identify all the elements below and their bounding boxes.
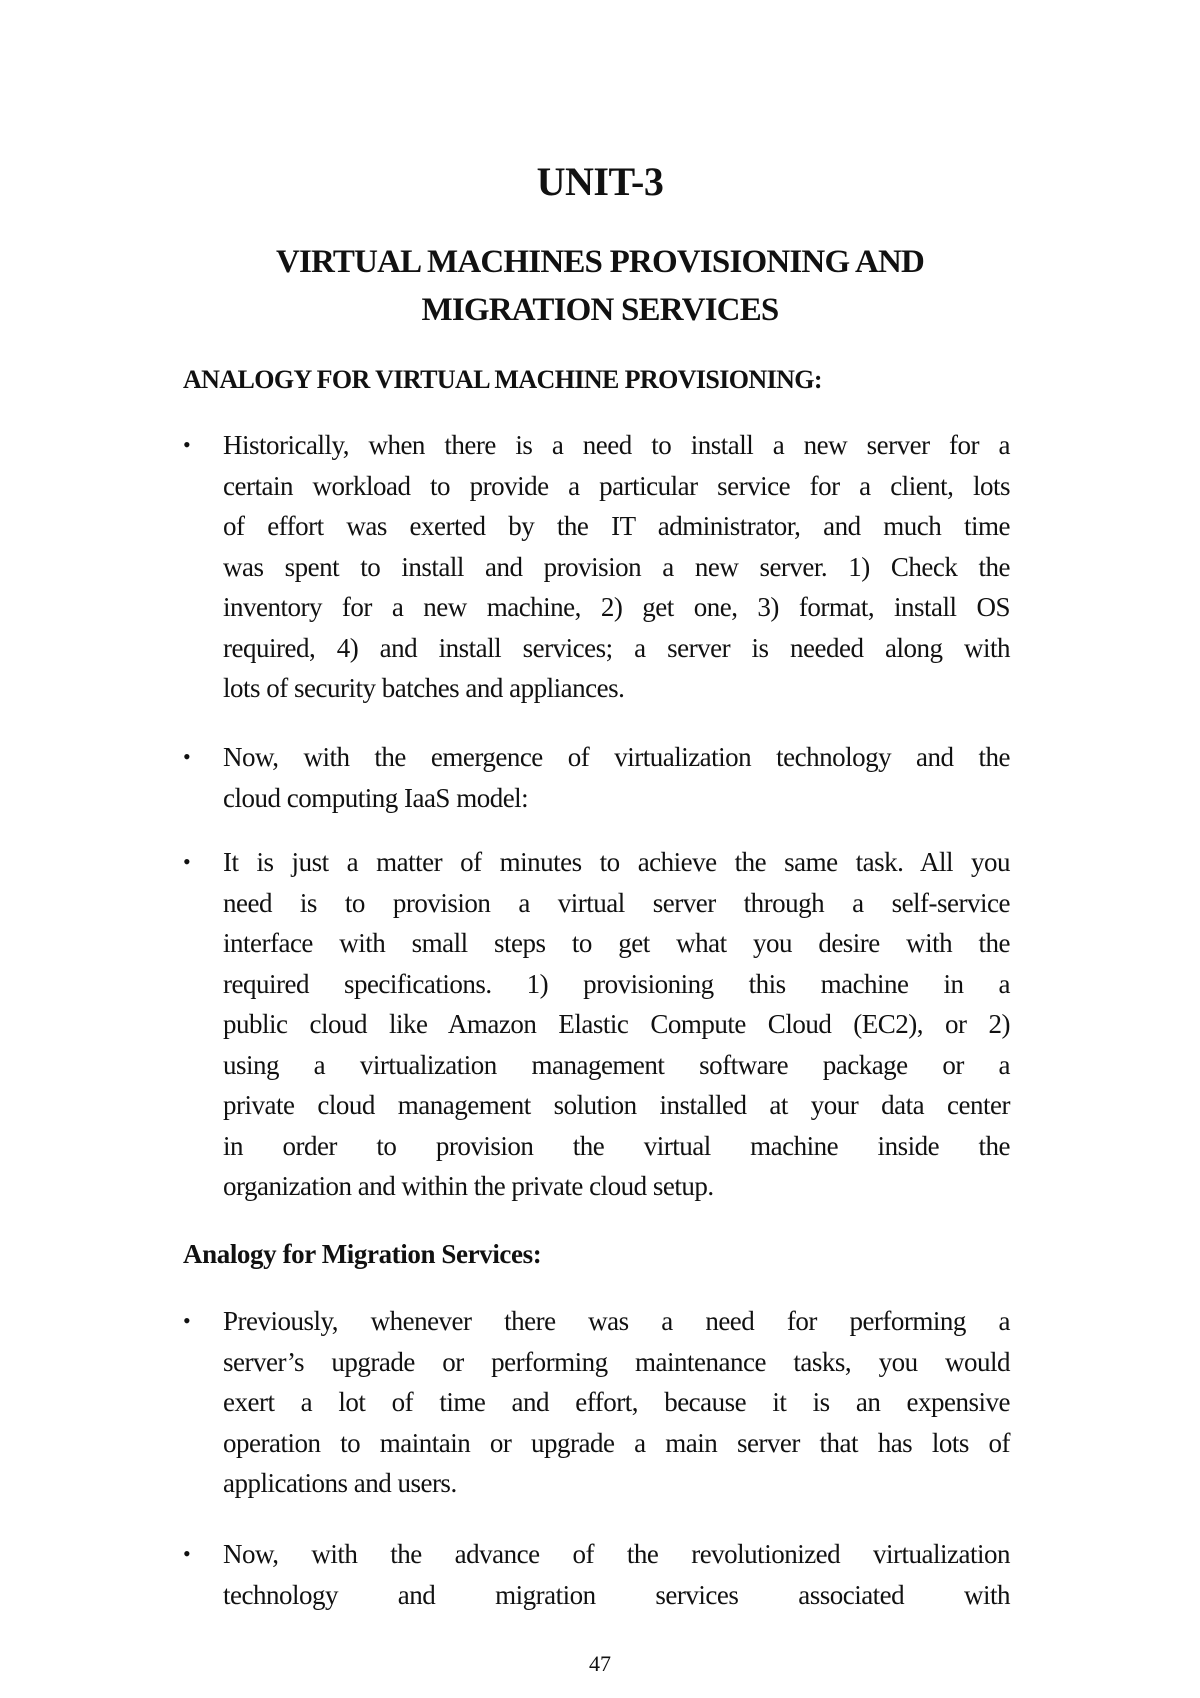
page-number: 47 [589, 1651, 611, 1676]
text-line: was spent to install and provision a new server. 1) Check the [223, 551, 1010, 582]
bullet-text [223, 1534, 1010, 1615]
section-heading-vm-provisioning: ANALOGY FOR VIRTUAL MACHINE PROVISIONING: [183, 365, 822, 394]
text-line: in order to provision the virtual machine inside the [223, 1130, 1010, 1161]
text-line: need is to provision a virtual server through a self-service [223, 887, 1010, 918]
text-line: Now, with the advance of the revolutionized virtualization [223, 1539, 1010, 1569]
text-line: public cloud like Amazon Elastic Compute Cloud (EC2), or 2) [223, 1009, 1010, 1039]
text-line: organization and within the private cloud setup. [223, 1171, 714, 1201]
bullet-text [223, 842, 1010, 1207]
text-line: server’s upgrade or performing maintenance tasks, you would [223, 1346, 1010, 1377]
text-line: applications and users. [223, 1468, 457, 1498]
text-line: exert a lot of time and effort, because it is an expensive [223, 1387, 1010, 1417]
chapter-title-line: MIGRATION SERVICES [421, 292, 779, 328]
bullet-icon: • [183, 432, 191, 457]
bullet-icon: • [183, 849, 191, 874]
bullet-icon: • [183, 1541, 191, 1566]
text-line: Now, with the emergence of virtualization technology and the [223, 742, 1010, 772]
text-line: using a virtualization management software package or a [223, 1049, 1010, 1080]
section-heading-migration-services: Analogy for Migration Services: [183, 1239, 542, 1269]
text-line: private cloud management solution installed at your data center [223, 1090, 1010, 1120]
text-line: required, 4) and install services; a server is needed along with [223, 632, 1010, 663]
text-line: lots of security batches and appliances. [223, 673, 625, 703]
bullet-text [223, 425, 1010, 709]
text-line: inventory for a new machine, 2) get one, 3) format, install OS [223, 592, 1010, 622]
text-line: technology and migration services associated with [223, 1579, 1010, 1610]
text-line: of effort was exerted by the IT administrator, and much time [223, 511, 1010, 541]
bullet-text [223, 737, 1010, 818]
chapter-title-line: VIRTUAL MACHINES PROVISIONING AND [275, 244, 925, 280]
text-line: required specifications. 1) provisioning this machine in a [223, 968, 1010, 999]
text-line: It is just a matter of minutes to achieve the same task. All you [223, 847, 1010, 877]
text-line: Previously, whenever there was a need for performing a [223, 1306, 1010, 1336]
bullet-icon: • [183, 744, 191, 769]
chapter-title [0, 238, 1200, 334]
bullet-text [223, 1301, 1010, 1504]
text-line: interface with small steps to get what you desire with the [223, 928, 1010, 958]
bullet-icon: • [183, 1308, 191, 1333]
text-line: operation to maintain or upgrade a main server that has lots of [223, 1427, 1010, 1458]
text-line: cloud computing IaaS model: [223, 782, 529, 813]
text-line: Historically, when there is a need to install a new server for a [223, 430, 1010, 460]
unit-title: UNIT-3 [536, 159, 664, 204]
text-line: certain workload to provide a particular service for a client, lots [223, 470, 1010, 501]
